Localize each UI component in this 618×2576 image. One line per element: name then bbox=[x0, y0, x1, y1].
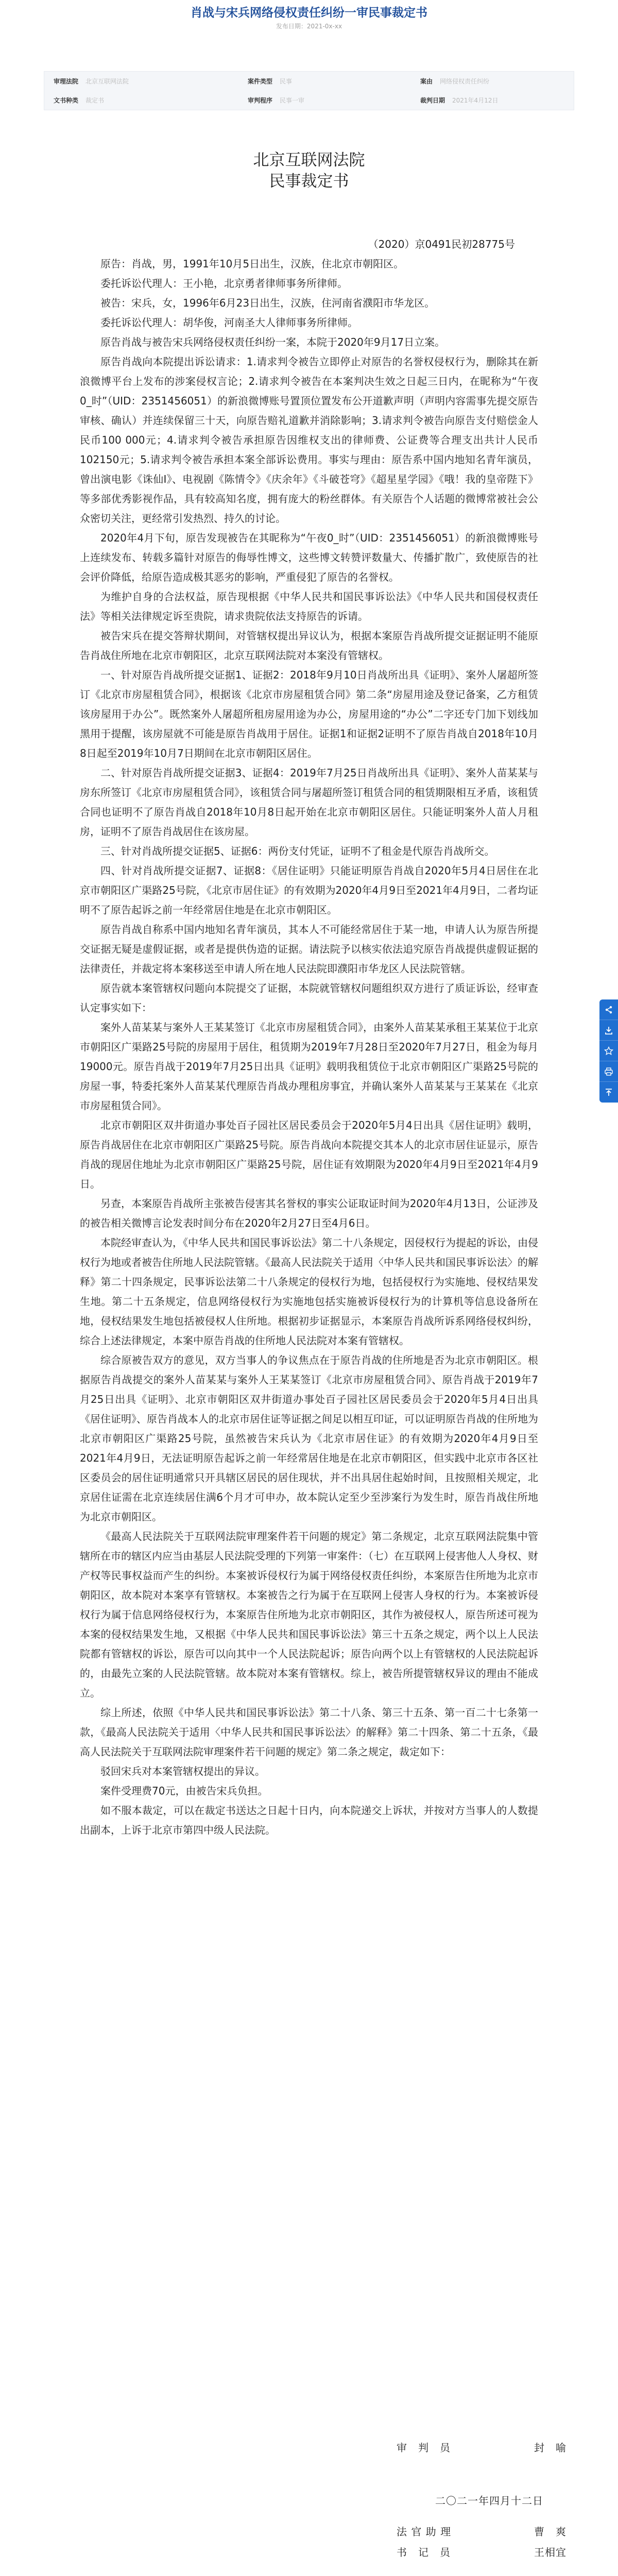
meta-judgment-date: 裁判日期 2021年4月12日 bbox=[420, 97, 499, 104]
judge-title: 审 判 员 bbox=[397, 2442, 451, 2454]
download-icon[interactable] bbox=[599, 1020, 618, 1041]
court-name: 北京互联网法院 bbox=[253, 151, 365, 170]
paragraph: 一、针对原告肖战所提交证据1、证据2：2018年9月10日肖战所出具《证明》、案外人屠超所签订《北京市房屋租赁合同》，根据该《北京市房屋租赁合同》第二条“房屋用途及登记备案，乙方租赁该房屋用于办公”。既然案外人屠超所租房屋用途为办公，房屋用途的“办公”二字还专门加下划线加黑用于提醒，该房屋就不可能是原告肖战用于居住。证据1和证据2证明不了原告肖战自2018年10月8日起至2019年10月7日期间在北京市朝阳区居住。 bbox=[80, 669, 538, 759]
paragraph: 案外人苗某某与案外人王某某签订《北京市房屋租赁合同》，由案外人苗某某承租王某某位于北京市朝阳区广渠路25号院的房屋用于居住，租赁期为2019年7月28日至2020年7月27日，租金为每月19000元。原告肖战于2019年7月25日出具《证明》载明我租赁位于北京市朝阳区广渠路25号院的房屋一事，特委托案外人苗某某代理原告肖战办理租房事宜，并确认案外人苗某某与王某某在《北京市房屋租赁合同》。 bbox=[80, 1021, 538, 1112]
share-icon[interactable] bbox=[599, 999, 618, 1020]
clerk-title: 书 记 员 bbox=[397, 2546, 451, 2558]
paragraph: 北京市朝阳区双井街道办事处百子园社区居民委员会于2020年5月4日出具《居住证明》载明，原告肖战居住在北京市朝阳区广渠路25号院。原告肖战向本院提交其本人的北京市居住证显示，原告肖战的现居住地址为北京市朝阳区广渠路25号院，居住证有效期限为2020年4月9日至2021年4月9日。 bbox=[80, 1119, 538, 1190]
paragraph: 四、针对肖战所提交证据7、证据8：《居住证明》只能证明原告肖战自2020年5月4日居住在北京市朝阳区广渠路25号院，《北京市居住证》的有效期为2020年4月9日至2021年4月9日，二者均证明不了原告起诉之前一年经常居住地是在北京市朝阳区。 bbox=[80, 865, 538, 916]
paragraph: 原告就本案管辖权问题向本院提交了证据，本院就管辖权问题组织双方进行了质证诉讼，经审查认定事实如下： bbox=[80, 982, 538, 1014]
star-icon[interactable] bbox=[599, 1041, 618, 1061]
meta-row-1 bbox=[44, 72, 574, 91]
case-meta-panel bbox=[44, 71, 574, 110]
print-icon[interactable] bbox=[599, 1061, 618, 1082]
paragraph: 被告：宋兵，女，1996年6月23日出生，汉族，住河南省濮阳市华龙区。 bbox=[100, 297, 435, 309]
paragraph: 原告：肖战，男，1991年10月5日出生，汉族，住北京市朝阳区。 bbox=[100, 258, 404, 270]
paragraph-list bbox=[80, 254, 538, 1840]
paragraph: 原告肖战与被告宋兵网络侵权责任纠纷一案，本院于2020年9月17日立案。 bbox=[100, 336, 445, 348]
floating-toolbar bbox=[599, 999, 618, 1103]
paragraph: 综上所述，依照《中华人民共和国民事诉讼法》第二十八条、第三十五条、第一百二十七条第一款，《最高人民法院关于适用〈中华人民共和国民事诉讼法〉的解释》第二十四条、第二十五条，《最高人民法院关于互联网法院审理案件若干问题的规定》第二条之规定，裁定如下： bbox=[80, 1706, 538, 1758]
meta-row-2 bbox=[44, 91, 574, 110]
signature-judge bbox=[397, 2439, 566, 2454]
meta-procedure: 审判程序 民事一审 bbox=[248, 97, 305, 104]
document-title: 肖战与宋兵网络侵权责任纠纷一审民事裁定书 bbox=[191, 6, 427, 20]
paragraph: 案件受理费70元，由被告宋兵负担。 bbox=[100, 1785, 268, 1797]
paragraph: 2020年4月下旬，原告发现被告在其昵称为“午夜0_时”（UID：2351456051）的新浪微博账号上连续发布、转载多篇针对原告的侮辱性博文，这些博文转赞评数量大、传播扩散广，致使原告的社会评价降低，给原告造成极其恶劣的影响，严重侵犯了原告的名誉权。 bbox=[80, 532, 538, 583]
paragraph: 另查，本案原告肖战所主张被告侵害其名誉权的事实公证取证时间为2020年4月13日，公证涉及的被告相关微博言论发表时间分布在2020年2月27日至4月6日。 bbox=[80, 1197, 538, 1229]
back-to-top-icon[interactable] bbox=[599, 1082, 618, 1103]
meta-court: 审理法院 北京互联网法院 bbox=[54, 78, 129, 85]
paragraph: 综合原被告双方的意见，双方当事人的争议焦点在于原告肖战的住所地是否为北京市朝阳区。根据原告肖战提交的案外人苗某某与案外人王某某签订《北京市房屋租赁合同》、原告肖战于2019年7月25日出具《证明》、北京市朝阳区双井街道办事处百子园社区居民委员会于2020年5月4日出具《居住证明》、原告肖战本人的北京市居住证等证据之间足以相互印证，可以证明原告肖战的住所地为北京市朝阳区广渠路25号院，虽然被告宋兵认为《北京市居住证》的有效期为2020年4月9日至2021年4月9日，无法证明原告起诉之前一年经常居住地是在北京市朝阳区，但实践中北京市各区社区委员会的居住证明通常只开具辖区居民的居住现状，并不出具居住起始时间，且按照相关规定，北京居住证需在北京连续居住满6个月才可申办，故本院认定至少至涉案行为发生时，原告肖战住所地为北京市朝阳区。 bbox=[80, 1354, 538, 1523]
paragraph: 如不服本裁定，可以在裁定书送达之日起十日内，向本院递交上诉状，并按对方当事人的人数提出副本，上诉于北京市第四中级人民法院。 bbox=[80, 1804, 538, 1836]
signature-assistant bbox=[397, 2523, 566, 2538]
meta-case-type: 案件类型 民事 bbox=[248, 78, 293, 85]
clerk-name: 王相宜 bbox=[534, 2546, 566, 2558]
page-header bbox=[0, 0, 618, 30]
paragraph: 本院经审查认为，《中华人民共和国民事诉讼法》第二十八条规定，因侵权行为提起的诉讼，由侵权行为地或者被告住所地人民法院管辖。《最高人民法院关于适用〈中华人民共和国民事诉讼法〉的解释》第二十四条规定，民事诉讼法第二十八条规定的侵权行为地，包括侵权行为实施地、侵权结果发生地。第二十五条规定，信息网络侵权行为实施地包括实施被诉侵权行为的计算机等信息设备所在地，侵权结果发生地包括被侵权人住所地。根据初步证据显示，本案原告肖战所诉系网络侵权纠纷，综合上述法律规定，本案中原告肖战的住所地人民法院对本案有管辖权。 bbox=[80, 1236, 538, 1347]
paragraph: 二、针对原告肖战所提交证据3、证据4：2019年7月25日肖战所出具《证明》、案外人苗某某与房东所签订《北京市房屋租赁合同》，该租赁合同与屠超所签订租赁合同的租赁期限相互矛盾，该租赁合同也证明不了原告肖战自2018年10月8日起开始在北京市朝阳区居住。只能证明案外人苗人月租房，证明不了原告肖战居住在该房屋。 bbox=[80, 767, 538, 838]
case-number: （2020）京0491民初28775号 bbox=[368, 238, 515, 250]
publish-date: 发布日期：2021-0x-xx bbox=[276, 23, 342, 30]
assistant-name: 曹 爽 bbox=[534, 2526, 566, 2538]
judge-name: 封 喻 bbox=[534, 2442, 566, 2454]
signature-date: 二〇二一年四月十二日 bbox=[435, 2495, 543, 2507]
paragraph: 委托诉讼代理人：王小艳，北京勇者律师事务所律师。 bbox=[100, 277, 348, 290]
paragraph: 原告肖战自称系中国内地知名青年演员，其本人不可能经常居住于某一地，申请人认为原告所提交证据无疑是虚假证据，或者是提供伪造的证据。请法院予以核实依法追究原告肖战提供虚假证据的法律责任，并裁定将本案移送至申请人所在地人民法院即濮阳市华龙区人民法院管辖。 bbox=[80, 923, 538, 975]
paragraph: 被告宋兵在提交答辩状期间，对管辖权提出异议认为，根据本案原告肖战所提交证据证明不能原告肖战住所地在北京市朝阳区，北京互联网法院对本案没有管辖权。 bbox=[80, 630, 538, 662]
paragraph: 原告肖战向本院提出诉讼请求：1.请求判令被告立即停止对原告的名誉权侵权行为，删除其在新浪微博平台上发布的涉案侵权言论；2.请求判令被告在本案判决生效之日起三日内，在昵称为“午夜0_时”（UID：2351456051）的新浪微博账号置顶位置发布公开道歉声明（声明内容需事先提交原告审核、确认）并连续保留三十天，向原告赔礼道歉并消除影响；3.请求判令被告向原告支付赔偿金人民币100 000元；4.请求判令被告承担原告因维权支出的律师费、公证费等合理支出共计人民币102150元；5.请求判令被告承担本案全部诉讼费用。事实与理由：原告系中国内地知名青年演员，曾出演电影《诛仙Ⅰ》、电视剧《陈情令》《庆余年》《斗破苍穹》《超星星学园》《哦！我的皇帝陛下》等多部优秀影视作品，具有较高知名度，拥有庞大的粉丝群体。有关原告个人话题的微博常被社会公众密切关注，更经常引发热烈、持久的讨论。 bbox=[80, 355, 538, 524]
signature-clerk bbox=[397, 2544, 566, 2559]
paragraph: 委托诉讼代理人：胡华俊，河南圣大人律师事务所律师。 bbox=[100, 316, 358, 329]
paragraph: 《最高人民法院关于互联网法院审理案件若干问题的规定》第二条规定，北京互联网法院集中管辖所在市的辖区内应当由基层人民法院受理的下列第一审案件：（七）在互联网上侵害他人人身权、财产权等民事权益而产生的纠纷。本案被诉侵权行为属于网络侵权责任纠纷，本案原告住所地为北京市朝阳区，故本院对本案享有管辖权。本案被告之行为属于在互联网上侵害人身权的行为。本案被诉侵权行为属于信息网络侵权行为，本案原告住所地为北京市朝阳区，其作为被侵权人，原告所述可视为本案的侵权结果发生地，又根据《中华人民共和国民事诉讼法》第三十五条之规定，两个以上人民法院都有管辖权的诉讼，原告可以向其中一个人民法院起诉；原告向两个以上有管辖权的人民法院起诉的，由最先立案的人民法院管辖。故本院对本案有管辖权。综上，被告所提管辖权异议的理由不能成立。 bbox=[80, 1530, 538, 1699]
meta-doc-kind: 文书种类 裁定书 bbox=[54, 97, 105, 104]
document-body bbox=[80, 234, 538, 1840]
assistant-title: 法 官 助 理 bbox=[397, 2526, 452, 2538]
meta-cause: 案由 网络侵权责任纠纷 bbox=[420, 78, 490, 85]
paragraph: 为维护自身的合法权益，原告现根据《中华人民共和国民事诉讼法》《中华人民共和国侵权责任法》等相关法律规定诉至贵院，请求贵院依法支持原告的诉请。 bbox=[80, 590, 538, 622]
paragraph: 三、针对肖战所提交证据5、证据6：两份支付凭证，证明不了租金是代原告肖战所交。 bbox=[100, 845, 495, 857]
paragraph: 驳回宋兵对本案管辖权提出的异议。 bbox=[100, 1765, 265, 1777]
document-type: 民事裁定书 bbox=[269, 172, 349, 191]
